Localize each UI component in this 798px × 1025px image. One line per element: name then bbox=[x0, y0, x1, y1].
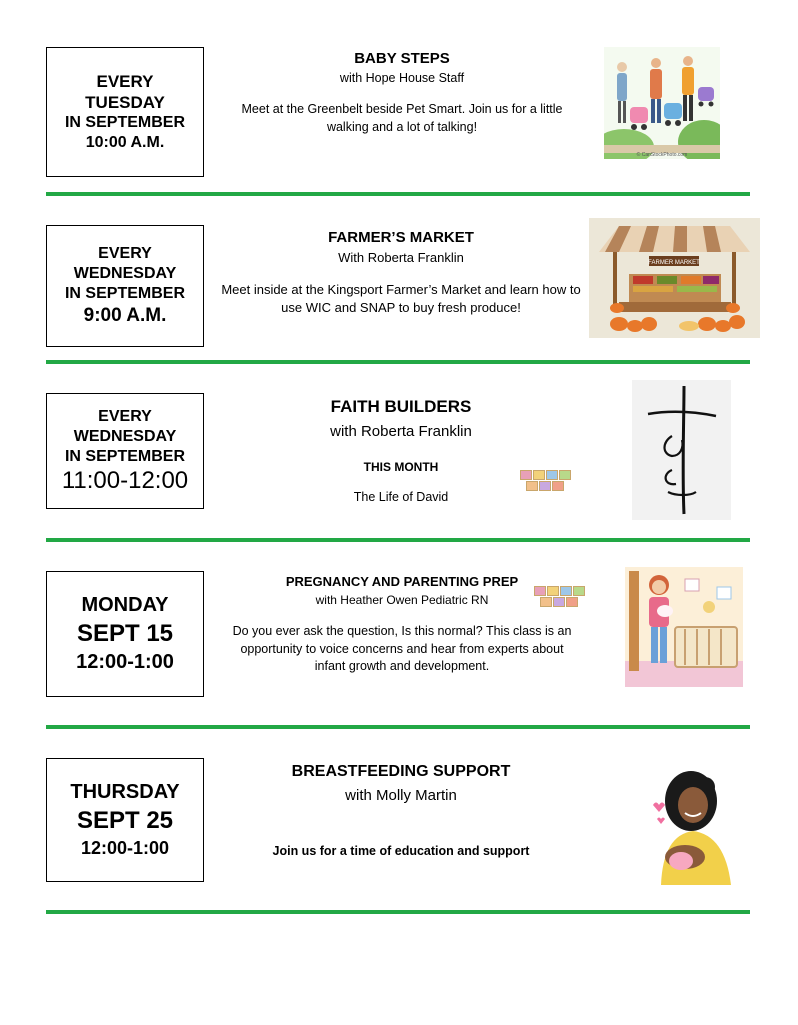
child-care-blocks-icon bbox=[534, 586, 586, 608]
event-title: PREGNANCY AND PARENTING PREP bbox=[285, 574, 519, 589]
event-pregnancy-prep bbox=[226, 574, 578, 676]
mother-nursery-illustration bbox=[625, 567, 743, 687]
event-host: with Roberta Franklin bbox=[330, 423, 472, 440]
date-line: SEPT 25 bbox=[76, 807, 174, 835]
event-description: The Life of David bbox=[353, 490, 449, 504]
event-description-block bbox=[240, 844, 562, 858]
date-box-pregnancy-prep bbox=[46, 571, 204, 697]
event-title: FARMER’S MARKET bbox=[328, 229, 474, 246]
event-subheading bbox=[321, 460, 481, 504]
date-line: WEDNESDAY bbox=[73, 427, 177, 445]
date-box-breastfeeding-support bbox=[46, 758, 204, 882]
faith-cross-script bbox=[632, 380, 731, 520]
event-title: BABY STEPS bbox=[354, 50, 450, 67]
market-stall-illustration bbox=[589, 218, 760, 338]
date-line: TUESDAY bbox=[85, 93, 165, 112]
section-divider bbox=[46, 192, 750, 196]
event-faith-builders bbox=[281, 397, 521, 440]
event-description: Join us for a time of education and support bbox=[272, 844, 530, 858]
image-sign: FARMER MARKET bbox=[648, 260, 700, 266]
event-host: With Roberta Franklin bbox=[338, 250, 464, 265]
date-line: IN SEPTEMBER bbox=[64, 447, 185, 465]
event-title: BREASTFEEDING SUPPORT bbox=[291, 763, 511, 780]
date-line: WEDNESDAY bbox=[73, 265, 177, 283]
event-description: Meet at the Greenbelt beside Pet Smart. Join us for a little walking and a lot of talking! bbox=[241, 102, 563, 134]
event-farmers-market bbox=[215, 229, 587, 317]
date-box-baby-steps bbox=[46, 47, 204, 177]
date-line: 12:00-1:00 bbox=[80, 838, 170, 859]
date-line: EVERY bbox=[96, 71, 154, 91]
event-host: with Hope House Staff bbox=[339, 71, 465, 85]
event-host: with Heather Owen Pediatric RN bbox=[315, 593, 489, 607]
date-line: MONDAY bbox=[81, 593, 169, 616]
image-credit: © CanStockPhoto.com bbox=[636, 152, 688, 158]
section-divider bbox=[46, 725, 750, 729]
date-line: 9:00 A.M. bbox=[83, 305, 167, 327]
section-divider bbox=[46, 360, 750, 364]
family-walking-illustration bbox=[604, 47, 720, 159]
event-baby-steps bbox=[222, 50, 582, 136]
event-breastfeeding-support bbox=[261, 763, 541, 804]
event-host: with Molly Martin bbox=[345, 787, 457, 804]
event-description: Do you ever ask the question, Is this normal? This class is an opportunity to voice concerns and hear from experts about infant growth and development. bbox=[232, 624, 572, 673]
date-line: 12:00-1:00 bbox=[76, 651, 174, 674]
date-line: IN SEPTEMBER bbox=[64, 114, 185, 132]
date-box-farmers-market bbox=[46, 225, 204, 347]
date-line: 10:00 A.M. bbox=[85, 134, 165, 152]
date-line: EVERY bbox=[98, 245, 152, 263]
child-care-blocks-icon bbox=[520, 470, 572, 492]
event-description: Meet inside at the Kingsport Farmer’s Market and learn how to use WIC and SNAP to buy fresh produce! bbox=[221, 282, 581, 316]
date-line: SEPT 15 bbox=[76, 619, 174, 647]
date-line: THURSDAY bbox=[70, 781, 180, 804]
this-month-label: THIS MONTH bbox=[363, 460, 439, 474]
section-divider bbox=[46, 910, 750, 914]
breastfeeding-mother-illustration bbox=[641, 765, 737, 885]
date-box-faith-builders bbox=[46, 393, 204, 509]
section-divider bbox=[46, 538, 750, 542]
date-line: IN SEPTEMBER bbox=[64, 285, 185, 303]
event-title: FAITH BUILDERS bbox=[330, 397, 472, 416]
date-line: 11:00-12:00 bbox=[61, 466, 189, 494]
date-line: EVERY bbox=[98, 407, 152, 425]
